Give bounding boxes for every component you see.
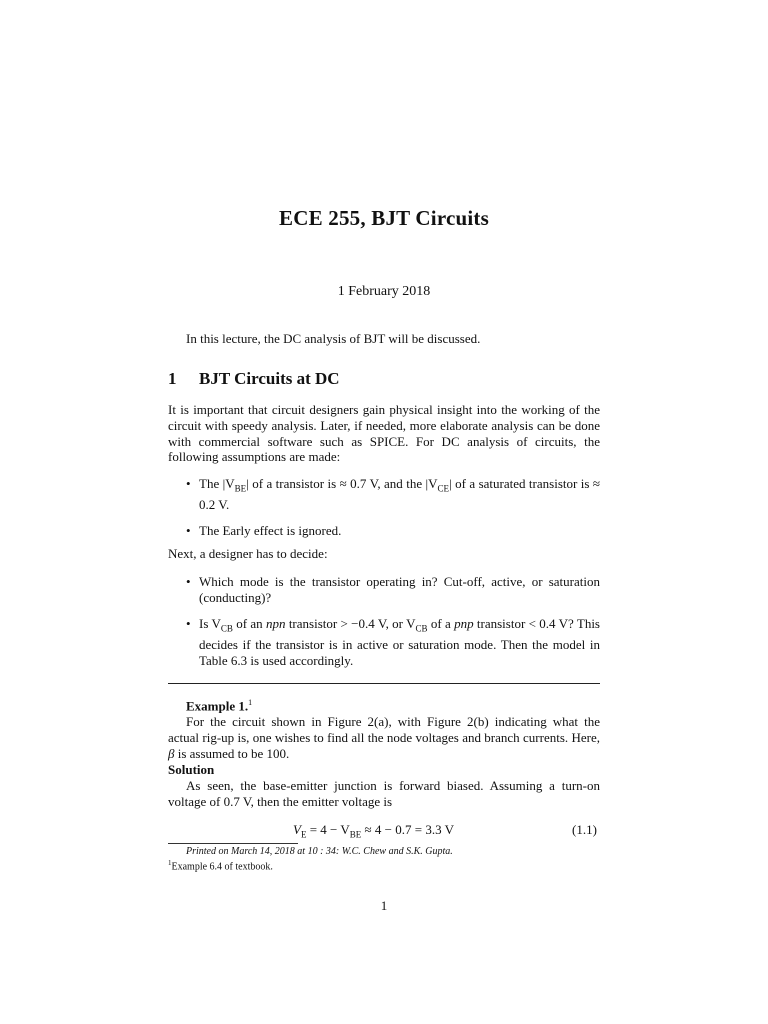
example-divider	[168, 683, 600, 684]
section-title: BJT Circuits at DC	[199, 369, 340, 388]
footnote-marker: 1	[248, 698, 253, 707]
footnote-1: $^1$Example 6.4 of textbook.	[168, 859, 273, 873]
section-heading	[168, 369, 340, 389]
assumptions-list	[186, 476, 600, 539]
decisions-list	[186, 574, 600, 669]
section-number: 1	[168, 369, 177, 388]
section-paragraph: It is important that circuit designers gain physical insight into the working of the circuit with speedy analysis. Later, if needed, more elaborate analysis can be done with commercial software such as SPICE. For DC analysis of circuits, the following assumptions are made:	[168, 402, 600, 465]
footnote-printed: Printed on March 14, 2018 at 10 : 34: W.C. Chew and S.K. Gupta.	[186, 846, 453, 857]
document-title: ECE 255, BJT Circuits	[279, 206, 489, 230]
example-title: Example 1.$^1$	[186, 698, 253, 714]
intro-text: In this lecture, the DC analysis of BJT will be discussed.	[186, 331, 481, 346]
next-text: Next, a designer has to decide:	[168, 546, 328, 561]
example-body: For the circuit shown in Figure 2(a), with Figure 2(b) indicating what the actual rig-up is, one wishes to find all the node voltages and branch currents. Here, β is assumed to be 100.	[168, 714, 600, 761]
solution-body: As seen, the base-emitter junction is forward biased. Assuming a turn-on voltage of 0.7 V, then the emitter voltage is	[168, 778, 600, 809]
page-number: 1	[380, 898, 388, 913]
equation-number: (1.1)	[572, 822, 597, 837]
list-item: • Is $V_{CB}$ of an npn transistor > −0.4 V, or $V_{CB}$ of a pnp transistor < 0.4 V? This decides if the transistor is in active or saturation mode. Then the model in Table 6.3 is used accordingly.	[186, 616, 600, 669]
list-item: • The $|V_{BE}|$ of a transistor is ≈ 0.7 V, and the $|V_{CE}|$ of a saturated transistor is ≈ 0.2 V.	[186, 476, 600, 513]
list-item: • The Early effect is ignored.	[186, 523, 600, 539]
document-date: 1 February 2018	[337, 284, 431, 299]
list-item: • Which mode is the transistor operating in? Cut-off, active, or saturation (conducting)?	[186, 574, 600, 606]
equation: $V_E = 4 - V_{BE} \approx 4 - 0.7 = 3.3$ V	[293, 822, 454, 840]
solution-label: Solution	[168, 762, 215, 777]
footnote-divider	[168, 843, 298, 844]
